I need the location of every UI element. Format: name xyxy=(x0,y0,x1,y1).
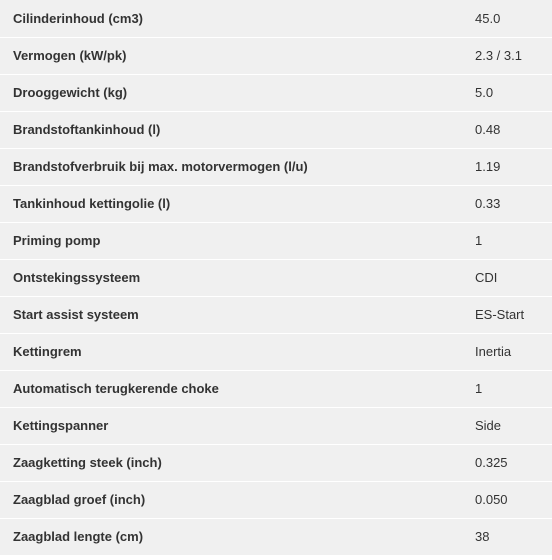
spec-value: 5.0 xyxy=(475,85,494,100)
spec-label: Start assist systeem xyxy=(13,307,139,322)
spec-value: 1 xyxy=(475,381,483,396)
spec-value: 0.325 xyxy=(475,455,508,470)
spec-label: Automatisch terugkerende choke xyxy=(13,381,219,396)
spec-label: Tankinhoud kettingolie (l) xyxy=(13,196,171,211)
spec-label: Cilinderinhoud (cm3) xyxy=(13,10,143,26)
spec-row-auto-choke xyxy=(0,370,552,407)
spec-row-ignition xyxy=(0,259,552,296)
spec-value: CDI xyxy=(475,270,498,285)
spec-label: Priming pomp xyxy=(13,233,101,248)
spec-row-chain-tensioner xyxy=(0,407,552,444)
spec-row-priming-pump xyxy=(0,222,552,259)
spec-label: Zaagketting steek (inch) xyxy=(13,455,162,470)
spec-row-fuel-tank xyxy=(0,111,552,148)
spec-row-dry-weight xyxy=(0,74,552,111)
spec-value: 38 xyxy=(475,529,490,544)
spec-row-bar-length xyxy=(0,518,552,555)
spec-row-fuel-consumption xyxy=(0,148,552,185)
spec-row-power xyxy=(0,37,552,74)
spec-value: 0.48 xyxy=(475,122,501,137)
spec-row-chain-oil-tank xyxy=(0,185,552,222)
spec-label: Vermogen (kW/pk) xyxy=(13,48,127,63)
spec-label: Brandstofverbruik bij max. motorvermogen (l/u) xyxy=(13,159,308,174)
spec-row-start-assist xyxy=(0,296,552,333)
spec-value: 0.050 xyxy=(475,492,508,507)
spec-label: Drooggewicht (kg) xyxy=(13,85,128,100)
spec-value: ES-Start xyxy=(475,307,525,322)
spec-value: 2.3 / 3.1 xyxy=(475,48,522,63)
spec-value: 45.0 xyxy=(475,10,501,26)
spec-row-chain-brake xyxy=(0,333,552,370)
spec-row-chain-pitch xyxy=(0,444,552,481)
spec-label: Brandstoftankinhoud (l) xyxy=(13,122,161,137)
spec-label: Kettingspanner xyxy=(13,418,109,433)
spec-label: Zaagblad lengte (cm) xyxy=(13,529,144,544)
spec-value: Side xyxy=(475,418,502,433)
spec-row-bar-groove xyxy=(0,481,552,518)
spec-value: 1.19 xyxy=(475,159,501,174)
spec-label: Kettingrem xyxy=(13,344,82,359)
spec-value: 0.33 xyxy=(475,196,501,211)
spec-label: Ontstekingssysteem xyxy=(13,270,141,285)
spec-value: Inertia xyxy=(475,344,512,359)
spec-row-displacement xyxy=(0,0,552,37)
spec-value: 1 xyxy=(475,233,483,248)
spec-label: Zaagblad groef (inch) xyxy=(13,492,146,507)
